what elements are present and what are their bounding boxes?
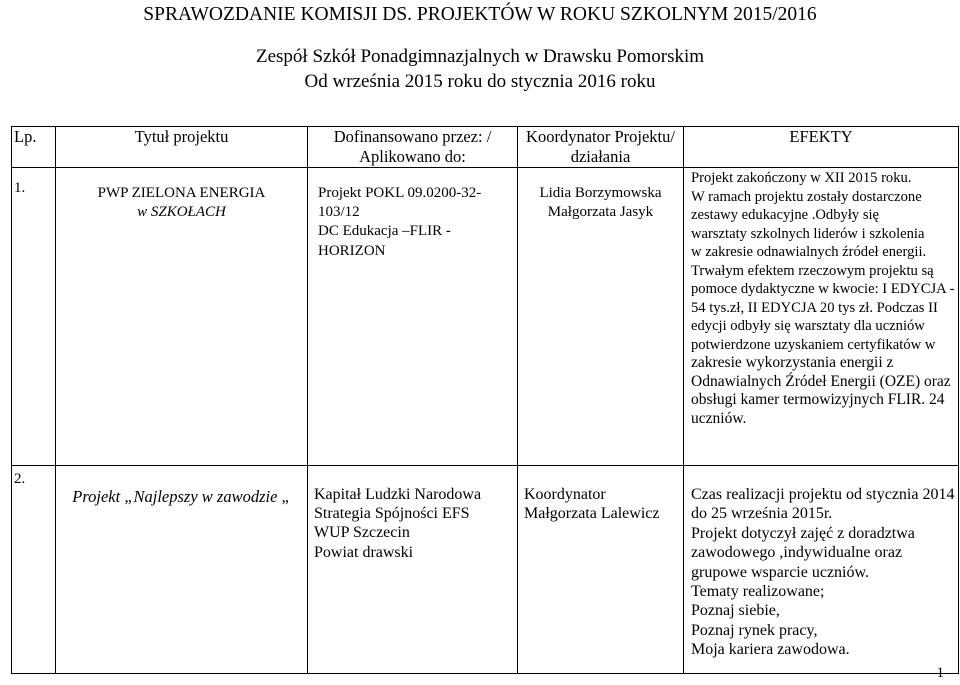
effects-line: pomoce dydaktyczne w kwocie: I EDYCJA -	[691, 281, 955, 297]
col-header-funding-line2: Aplikowano do:	[359, 146, 466, 166]
col-header-title: Tytuł projektu	[56, 127, 308, 168]
funding-line: Strategia Spójności EFS	[314, 505, 470, 523]
col-header-coordinator	[518, 127, 684, 168]
effects-line: Trwałym efektem rzeczowym projektu są	[691, 262, 934, 279]
effects-cell	[684, 466, 959, 674]
coordinator-line: Koordynator	[524, 486, 606, 503]
effects-cell	[684, 168, 959, 466]
effects-line: 54 tys.zł, II EDYCJA 20 tys zł. Podczas II	[691, 299, 938, 316]
effects-line: zestawy edukacyjne .Odbyły się	[691, 207, 880, 223]
effects-line: do 25 września 2015r.	[691, 505, 833, 523]
coordinator-line: Małgorzata Lalewicz	[524, 505, 660, 523]
effects-line: potwierdzone uzyskaniem certyfikatów w	[691, 336, 936, 353]
project-title	[56, 168, 308, 466]
funding-line: Powiat drawski	[314, 543, 414, 561]
effects-line: Projekt dotyczył zajęć z doradztwa	[691, 524, 915, 542]
effects-line: Poznaj rynek pracy,	[691, 621, 818, 639]
effects-line: zakresie wykorzystania energii z	[691, 354, 894, 371]
col-header-lp: Lp.	[12, 127, 56, 168]
project-title: Projekt „Najlepszy w zawodzie „	[56, 466, 308, 674]
effects-line: uczniów.	[691, 409, 747, 427]
effects-line: zawodowego ,indywidualne oraz	[691, 544, 903, 562]
col-header-effects: EFEKTY	[684, 127, 959, 168]
table-row	[12, 168, 959, 466]
col-header-funding-line1: Dofinansowano przez: /	[333, 127, 492, 146]
table-row	[12, 466, 959, 674]
project-title-line: PWP ZIELONA ENERGIA	[97, 185, 266, 201]
col-header-coordinator-line2: działania	[570, 146, 631, 166]
row-number: 1.	[12, 168, 56, 466]
effects-line: Odnawialnych Źródeł Energii (OZE) oraz	[691, 372, 951, 390]
effects-line: grupowe wsparcie uczniów.	[691, 563, 870, 581]
report-title: SPRAWOZDANIE KOMISJI DS. PROJEKTÓW W ROKU SZKOLNYM 2015/2016	[143, 4, 817, 25]
funding-line: Kapitał Ludzki Narodowa	[314, 486, 482, 503]
effects-line: w zakresie odnawialnych źródeł energii.	[691, 244, 927, 260]
funding-line: Projekt POKL 09.0200-32-	[318, 185, 482, 201]
table-header-row	[12, 127, 959, 168]
effects-line: Projekt zakończony w XII 2015 roku.	[691, 170, 912, 186]
effects-line: warsztaty szkolnych liderów i szkolenia	[691, 225, 925, 242]
coordinator-cell	[518, 466, 684, 674]
funding-line: DC Edukacja –FLIR -	[318, 223, 451, 240]
coordinator-line: Małgorzata Jasyk	[547, 204, 654, 221]
funding-cell	[308, 466, 518, 674]
funding-line: 103/12	[318, 204, 360, 221]
col-header-funding	[308, 127, 518, 168]
effects-line: Czas realizacji projektu od stycznia 2014	[691, 486, 955, 503]
coordinator-line: Lidia Borzymowska	[539, 185, 662, 201]
report-period: Od września 2015 roku do stycznia 2016 roku	[304, 71, 656, 92]
effects-line: obsługi kamer termowizyjnych FLIR. 24	[691, 391, 945, 408]
funding-cell	[308, 168, 518, 466]
col-header-coordinator-line1: Koordynator Projektu/	[526, 127, 675, 146]
effects-line: Poznaj siebie,	[691, 602, 780, 620]
coordinator-cell	[518, 168, 684, 466]
funding-line: HORIZON	[318, 242, 386, 259]
effects-line: Tematy realizowane;	[691, 583, 825, 601]
funding-line: WUP Szczecin	[314, 524, 410, 542]
projects-table	[11, 126, 959, 674]
row-number: 2.	[12, 466, 56, 674]
effects-line: edycji odbyły się warsztaty dla uczniów	[691, 318, 925, 334]
effects-line: W ramach projektu zostały dostarczone	[691, 188, 922, 205]
school-name: Zespół Szkół Ponadgimnazjalnych w Drawsku Pomorskim	[255, 46, 705, 67]
effects-line: Moja kariera zawodowa.	[691, 641, 850, 659]
page-number: 1	[936, 665, 944, 681]
project-title-line: w SZKOŁACH	[137, 203, 226, 220]
